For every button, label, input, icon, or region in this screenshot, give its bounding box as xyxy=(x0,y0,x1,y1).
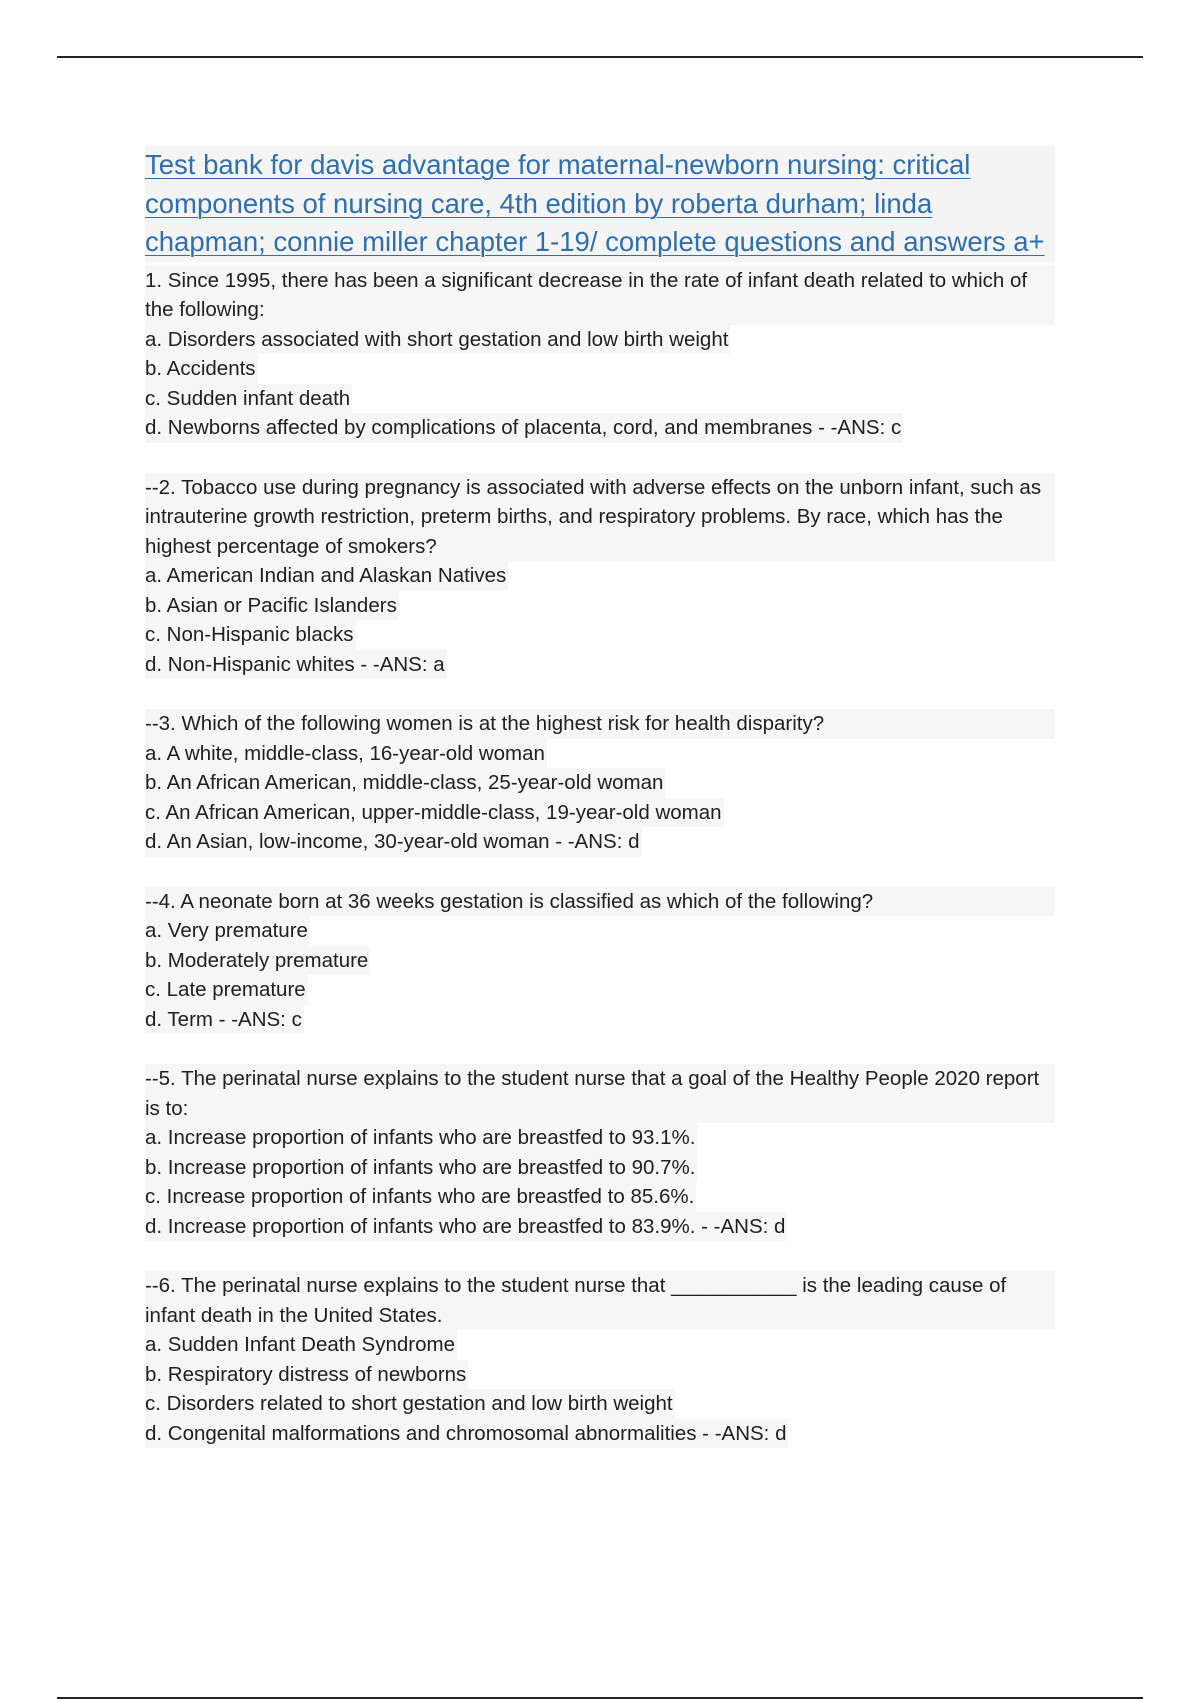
answer-option-a: a. American Indian and Alaskan Natives xyxy=(145,561,508,591)
answer-option-d: d. Increase proportion of infants who are breastfed to 83.9%. - -ANS: d xyxy=(145,1212,787,1242)
answer-option-d: d. Term - -ANS: c xyxy=(145,1005,304,1035)
answer-option-a: a. A white, middle-class, 16-year-old woman xyxy=(145,739,547,769)
answer-option-c: c. Disorders related to short gestation and low birth weight xyxy=(145,1389,675,1419)
answer-option-a: a. Disorders associated with short gestation and low birth weight xyxy=(145,325,730,355)
question-stem: --6. The perinatal nurse explains to the student nurse that ___________ is the leading cause of infant death in the United States. xyxy=(145,1271,1055,1330)
document-body xyxy=(145,146,1055,1478)
question-3 xyxy=(145,709,1055,857)
header-rule xyxy=(57,56,1143,58)
answer-option-c: c. Non-Hispanic blacks xyxy=(145,620,356,650)
answer-option-b: b. Increase proportion of infants who are breastfed to 90.7%. xyxy=(145,1153,697,1183)
answer-option-d: d. Non-Hispanic whites - -ANS: a xyxy=(145,650,447,680)
answer-option-a: a. Very premature xyxy=(145,916,310,946)
footer-rule xyxy=(57,1697,1143,1699)
question-stem: --5. The perinatal nurse explains to the student nurse that a goal of the Healthy People 2020 report is to: xyxy=(145,1064,1055,1123)
answer-option-b: b. Respiratory distress of newborns xyxy=(145,1360,468,1390)
answer-option-d: d. Congenital malformations and chromosomal abnormalities - -ANS: d xyxy=(145,1419,788,1449)
question-stem: --2. Tobacco use during pregnancy is associated with adverse effects on the unborn infant, such as intrauterine growth restriction, preterm births, and respiratory problems. By race, which has the highest percentage of smokers? xyxy=(145,473,1055,562)
answer-option-d: d. An Asian, low-income, 30-year-old woman - -ANS: d xyxy=(145,827,642,857)
question-stem: 1. Since 1995, there has been a significant decrease in the rate of infant death related to which of the following: xyxy=(145,266,1055,325)
question-stem: --3. Which of the following women is at the highest risk for health disparity? xyxy=(145,709,1055,739)
answer-option-b: b. Asian or Pacific Islanders xyxy=(145,591,399,621)
answer-option-c: c. An African American, upper-middle-class, 19-year-old woman xyxy=(145,798,724,828)
question-2 xyxy=(145,473,1055,680)
answer-option-c: c. Sudden infant death xyxy=(145,384,352,414)
answer-option-a: a. Increase proportion of infants who are breastfed to 93.1%. xyxy=(145,1123,697,1153)
answer-option-a: a. Sudden Infant Death Syndrome xyxy=(145,1330,457,1360)
answer-option-b: b. Accidents xyxy=(145,354,258,384)
question-6 xyxy=(145,1271,1055,1448)
answer-option-d: d. Newborns affected by complications of placenta, cord, and membranes - -ANS: c xyxy=(145,413,903,443)
question-5 xyxy=(145,1064,1055,1241)
answer-option-c: c. Late premature xyxy=(145,975,308,1005)
question-1 xyxy=(145,266,1055,443)
question-stem: --4. A neonate born at 36 weeks gestation is classified as which of the following? xyxy=(145,887,1055,917)
answer-option-c: c. Increase proportion of infants who are breastfed to 85.6%. xyxy=(145,1182,696,1212)
answer-option-b: b. Moderately premature xyxy=(145,946,370,976)
question-4 xyxy=(145,887,1055,1035)
answer-option-b: b. An African American, middle-class, 25-year-old woman xyxy=(145,768,665,798)
document-title-link[interactable]: Test bank for davis advantage for maternal-newborn nursing: critical components of nursing care, 4th edition by roberta durham; linda chapman; connie miller chapter 1-19/ complete questions and answers a+ xyxy=(145,146,1055,262)
